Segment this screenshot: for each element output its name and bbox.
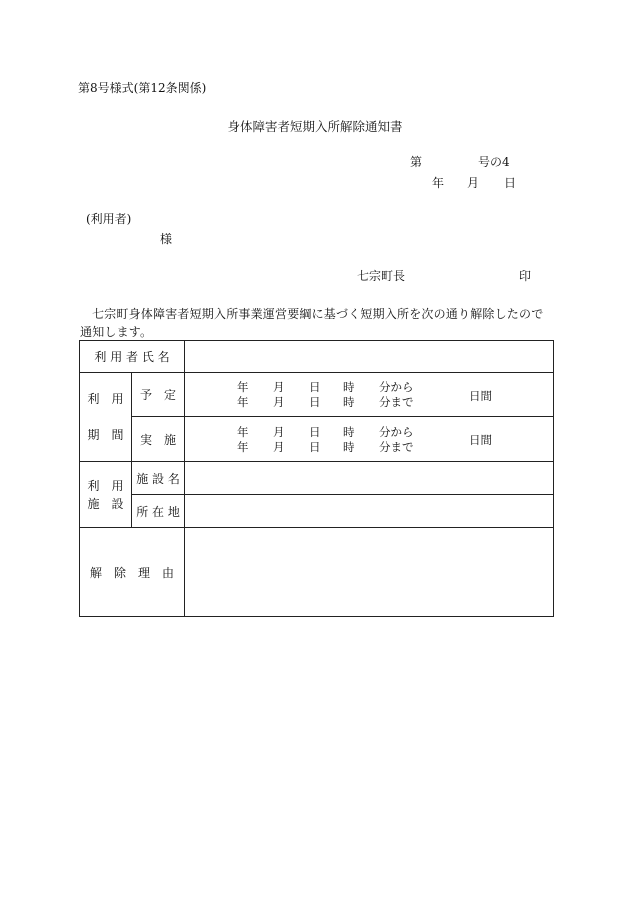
actual-start-line: [237, 424, 553, 439]
planned-end-line: [237, 395, 553, 410]
planned-period-row: [80, 373, 554, 417]
document-number-suffix: 号の4: [478, 155, 510, 169]
planned-datetime-cell[interactable]: [185, 373, 554, 417]
document-title: 身体障害者短期入所解除通知書: [227, 119, 403, 134]
actual-start-year-unit: 年: [237, 424, 249, 439]
seal-mark: 印: [519, 269, 532, 283]
recipient-honorific: 様: [160, 232, 173, 246]
actual-end-hour-unit: 時: [343, 439, 355, 454]
planned-start-year-unit: 年: [237, 380, 249, 394]
user-name-label: 利 用 者 氏 名: [80, 341, 185, 373]
form-number: 第8号様式(第12条関係): [78, 81, 207, 95]
notice-body-text: 七宗町身体障害者短期入所事業運営要綱に基づく短期入所を次の通り解除したので通知します。: [80, 307, 544, 339]
planned-start-minute-unit: 分から: [379, 380, 414, 394]
actual-start-day-unit: 日: [309, 424, 321, 439]
facility-name-label: 施 設 名: [132, 462, 185, 495]
cancellation-reason-row: [80, 528, 554, 617]
actual-start-hour-unit: 時: [343, 424, 355, 439]
planned-end-day-unit: 日: [309, 395, 321, 409]
actual-days-label: 日間: [469, 433, 493, 447]
actual-end-year-unit: 年: [237, 439, 249, 454]
facility-name-value[interactable]: [185, 462, 554, 495]
actual-start-month-unit: 月: [273, 424, 285, 439]
planned-start-hour-unit: 時: [343, 380, 355, 394]
cancellation-reason-value[interactable]: [185, 528, 554, 617]
facility-address-label: 所 在 地: [132, 495, 185, 528]
usage-facility-label-line1: 利 用: [87, 478, 124, 493]
user-name-value[interactable]: [185, 341, 554, 373]
planned-start-day-unit: 日: [309, 380, 321, 394]
document-number-prefix: 第: [410, 155, 423, 169]
actual-end-day-unit: 日: [309, 439, 321, 454]
usage-period-label-line1: 利 用: [87, 392, 124, 406]
date-day-label: 日: [504, 176, 517, 190]
actual-datetime-cell[interactable]: [185, 417, 554, 462]
usage-facility-label: [80, 462, 132, 528]
planned-start-month-unit: 月: [273, 380, 285, 394]
date-year-label: 年: [432, 176, 445, 190]
user-name-row: [80, 341, 554, 373]
planned-end-hour-unit: 時: [343, 395, 355, 409]
facility-address-row: [80, 495, 554, 528]
usage-period-label-line2: 期 間: [87, 428, 124, 442]
usage-period-label: [80, 373, 132, 462]
actual-end-minute-unit: 分まで: [379, 439, 414, 454]
actual-end-month-unit: 月: [273, 439, 285, 454]
date-month-label: 月: [467, 176, 480, 190]
actual-label: 実 施: [132, 417, 185, 462]
facility-name-row: [80, 462, 554, 495]
planned-label: 予 定: [132, 373, 185, 417]
actual-start-minute-unit: 分から: [379, 424, 414, 439]
usage-facility-label-line2: 施 設: [87, 496, 124, 511]
planned-end-month-unit: 月: [273, 395, 285, 409]
notice-form-table: [79, 340, 554, 617]
facility-address-value[interactable]: [185, 495, 554, 528]
planned-days-label: 日間: [469, 388, 493, 403]
actual-period-row: [80, 417, 554, 462]
planned-end-minute-unit: 分まで: [379, 395, 414, 409]
cancellation-reason-label: 解 除 理 由: [80, 528, 185, 617]
planned-start-line: [237, 380, 553, 395]
actual-end-line: [237, 439, 553, 454]
issuer-name: 七宗町長: [357, 269, 406, 283]
planned-end-year-unit: 年: [237, 395, 249, 409]
recipient-label: (利用者): [86, 212, 132, 226]
